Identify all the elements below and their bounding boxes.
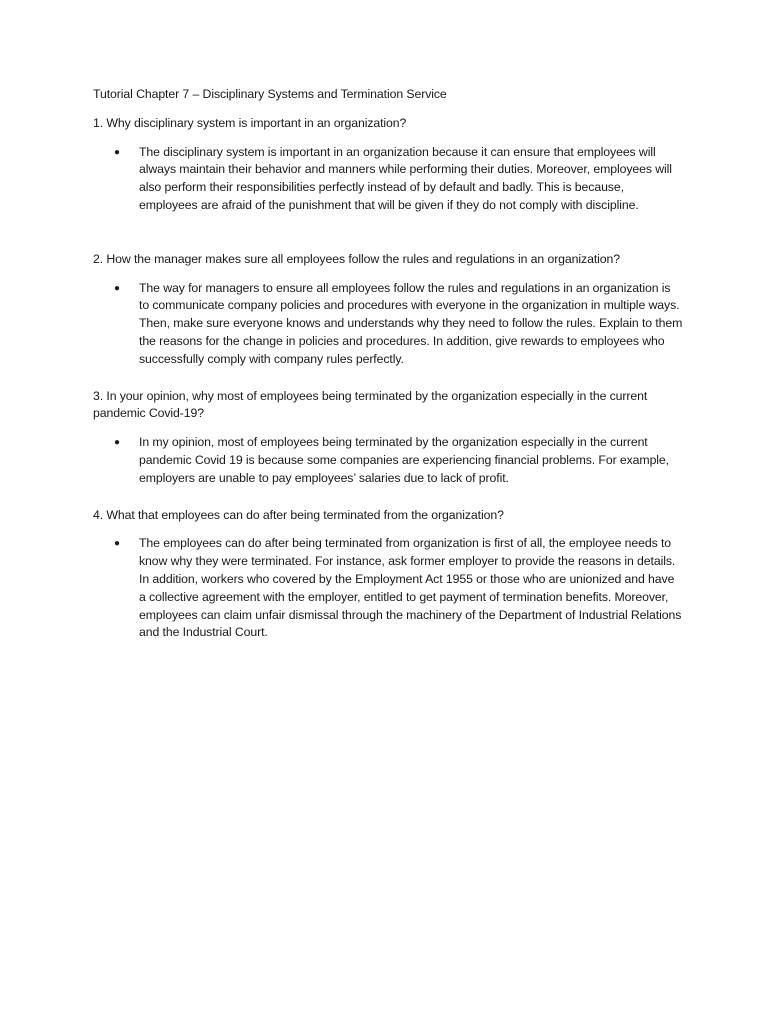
answer-list <box>93 280 683 369</box>
question-section-2 <box>93 251 683 369</box>
answer-item <box>93 280 683 369</box>
question-section-3 <box>93 388 683 488</box>
bullet-icon: ● <box>114 282 120 294</box>
answer-text: The way for managers to ensure all employees follow the rules and regulations in an organization is to communicate company policies and procedures with everyone in the organization in multiple ways. Then, make sure everyone knows and understands why they need to follow the rules. Explain to them the reasons for the change in policies and procedures. In addition, give rewards to employees who successfully comply with company rules perfectly. <box>139 280 683 366</box>
question-section-1 <box>93 115 683 215</box>
bullet-icon: ● <box>114 146 120 158</box>
question-section-4 <box>93 507 683 643</box>
bullet-icon: ● <box>114 538 120 550</box>
answer-list <box>93 535 683 642</box>
answer-list <box>93 434 683 487</box>
answer-text: The employees can do after being terminated from organization is first of all, the employee needs to know why they were terminated. For instance, ask former employer to provide the reasons in details. In addition, workers who covered by the Employment Act 1955 or those who are unionized and have a collective agreement with the employer, entitled to get payment of termination benefits. Moreover, employees can claim unfair dismissal through the machinery of the Department of Industrial Relations and the Industrial Court. <box>139 536 682 640</box>
bullet-icon: ● <box>114 437 120 449</box>
question-text: 4. What that employees can do after being terminated from the organization? <box>93 507 504 522</box>
question-text: 3. In your opinion, why most of employees being terminated by the organization especially in the current pandemic Covid-19? <box>93 388 648 421</box>
document-title: Tutorial Chapter 7 – Disciplinary Systems and Termination Service <box>93 87 447 101</box>
answer-text: In my opinion, most of employees being terminated by the organization especially in the current pandemic Covid 19 is because some companies are experiencing financial problems. For example, employers are unable to pay employees’ salaries due to lack of profit. <box>139 435 669 485</box>
answer-item <box>93 535 683 642</box>
document-body <box>93 86 683 642</box>
answer-list <box>93 144 683 215</box>
question-text: 1. Why disciplinary system is important in an organization? <box>93 115 407 130</box>
answer-item <box>93 144 683 215</box>
answer-item <box>93 434 683 487</box>
question-text: 2. How the manager makes sure all employees follow the rules and regulations in an organization? <box>93 251 620 266</box>
answer-text: The disciplinary system is important in an organization because it can ensure that employees will always maintain their behavior and manners while performing their duties. Moreover, employees will also perform their responsibilities perfectly instead of by default and badly. This is because, employees are afraid of the punishment that will be given if they do not comply with discipline. <box>139 144 672 212</box>
